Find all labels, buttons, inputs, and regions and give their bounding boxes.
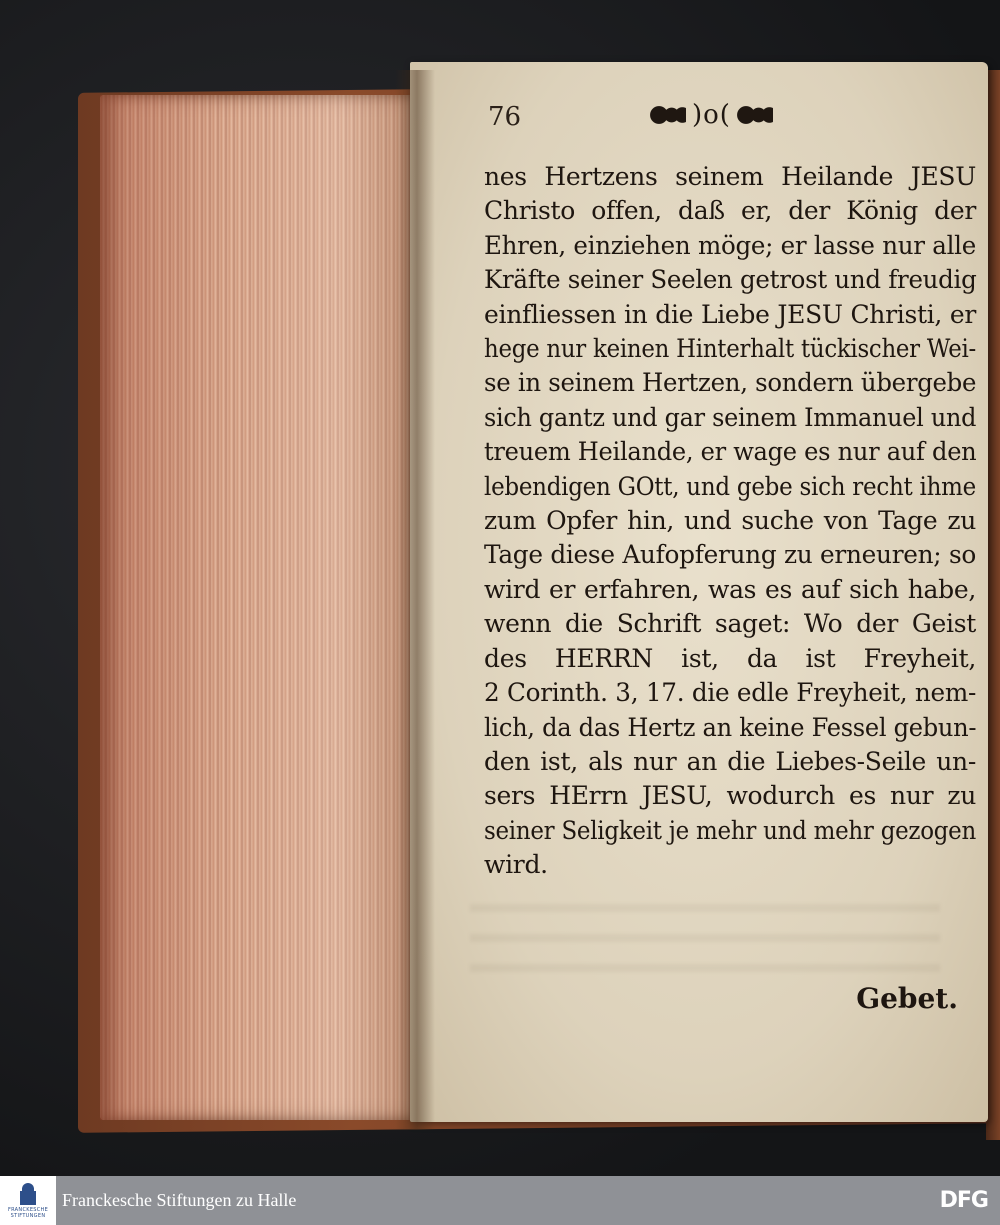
text-line: Christo offen, daß er, der König der (484, 196, 976, 226)
logo-text-line-1: FRANCKESCHE (7, 1206, 49, 1213)
ornament-right-icon (737, 105, 773, 125)
text-line: sers HErrn JESU, wodurch es nur zu (484, 781, 976, 811)
logo-text (8, 1207, 48, 1219)
page-fore-edge (100, 95, 420, 1120)
text-line: des HERRN ist, da ist Freyheit, (484, 643, 976, 673)
body-text (484, 160, 976, 883)
logo-text-line-2: STIFTUNGEN (10, 1212, 46, 1219)
page-number: 76 (488, 102, 522, 132)
catchword: Gebet. (856, 982, 958, 1015)
institution-logo[interactable] (0, 1176, 56, 1225)
book-page (410, 62, 988, 1122)
header-ornament (650, 100, 773, 130)
text-line: Kräfte seiner Seelen getrost und freudig (484, 265, 977, 295)
text-line: zum Opfer hin, und suche von Tage zu (484, 506, 976, 536)
book-gutter (395, 70, 435, 1130)
text-line: den ist, als nur an die Liebes-Seile un- (484, 746, 976, 776)
ornament-text: )o( (692, 100, 731, 130)
text-line: 2 Corinth. 3, 17. die edle Freyheit, nem- (484, 678, 977, 708)
cover-edge (986, 70, 1000, 1140)
text-line: Tage diese Aufopferung zu erneuren; so (484, 540, 977, 570)
text-line: einfliessen in die Liebe JESU Christi, er (484, 299, 976, 329)
ornament-left-icon (650, 105, 686, 125)
text-line: se in seinem Hertzen, sondern übergebe (484, 368, 977, 398)
text-line: Ehren, einziehen möge; er lasse nur alle (484, 230, 976, 260)
text-line: hege nur keinen Hinterhalt tückischer Wei- (484, 334, 977, 364)
dfg-logo[interactable]: DFG (939, 1188, 988, 1213)
show-through-text (470, 882, 940, 982)
text-line: wenn die Schrift saget: Wo der Geist (484, 609, 976, 639)
text-line: treuem Heilande, er wage es nur auf den (484, 437, 977, 467)
text-line: sich gantz und gar seinem Immanuel und (484, 402, 977, 432)
footer-bar (0, 1176, 1000, 1225)
text-line: seiner Seligkeit je mehr und mehr gezogen (484, 815, 976, 845)
text-line: nes Hertzens seinem Heilande JESU (484, 162, 976, 191)
text-line: wird. (484, 850, 548, 880)
text-line: wird er erfahren, was es auf sich habe, (484, 574, 976, 604)
text-line: lich, da das Hertz an keine Fessel gebun- (484, 712, 977, 742)
text-line: lebendigen GOtt, und gebe sich recht ihme (484, 471, 976, 501)
institution-name[interactable]: Franckesche Stiftungen zu Halle (62, 1190, 297, 1210)
building-icon (18, 1183, 38, 1205)
